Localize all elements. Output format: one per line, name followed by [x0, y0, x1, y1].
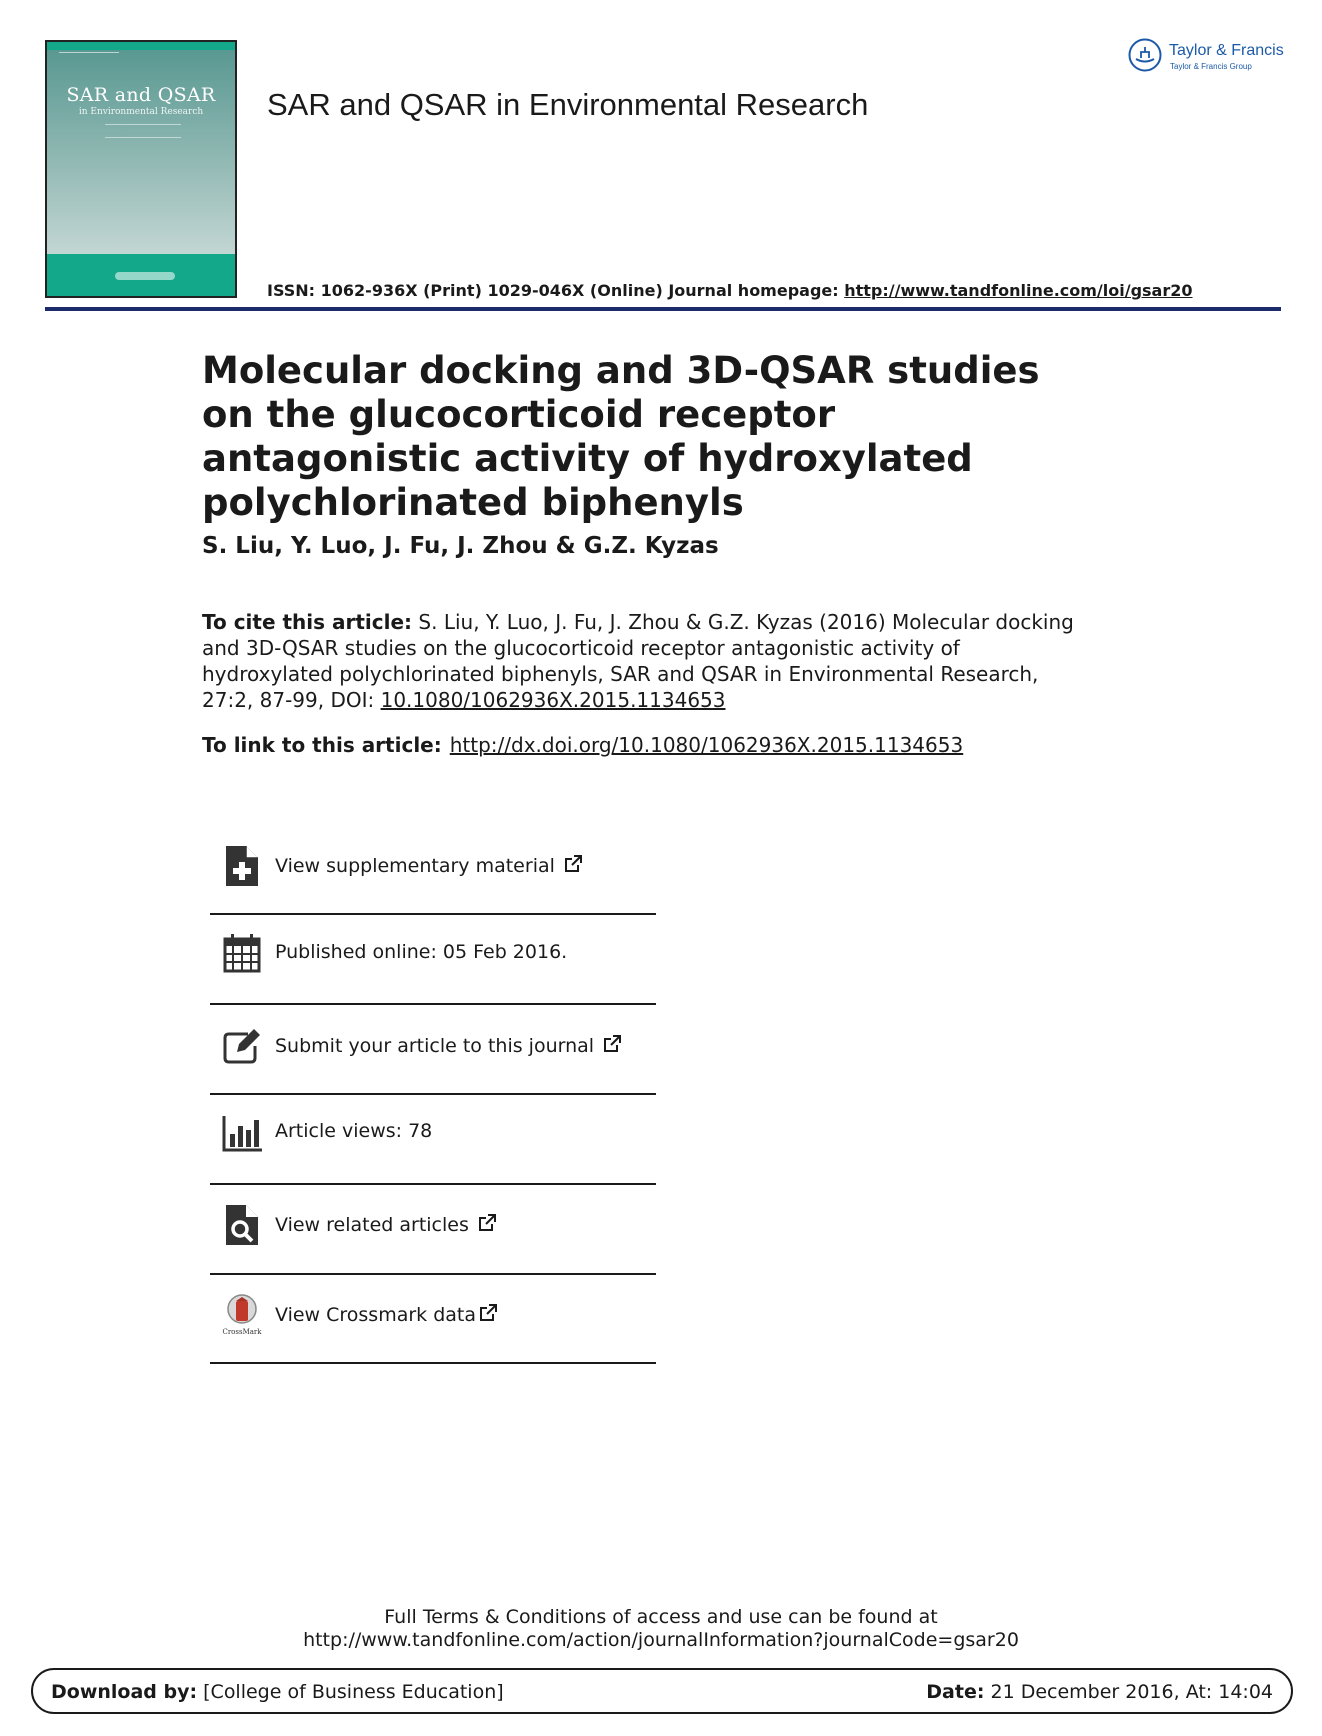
issn-line — [267, 281, 1193, 300]
row-divider — [210, 1093, 656, 1095]
published-online-date: Published online: 05 Feb 2016. — [275, 941, 568, 963]
submit-article-row[interactable] — [210, 1014, 656, 1074]
cover-subtitle: in Environmental Research — [78, 107, 204, 117]
download-by — [51, 1681, 504, 1703]
publisher-group: Taylor & Francis Group — [1170, 62, 1252, 71]
article-authors: S. Liu, Y. Luo, J. Fu, J. Zhou & G.Z. Kyzas — [202, 533, 719, 559]
article-views-count: Article views: 78 — [275, 1120, 433, 1142]
publisher-name: Taylor & Francis — [1169, 42, 1284, 59]
date-label: Date: — [926, 1681, 985, 1703]
supplementary-material-row[interactable] — [210, 834, 656, 894]
related-articles-row[interactable] — [210, 1193, 656, 1253]
row-divider — [210, 1003, 656, 1005]
row-divider — [210, 1362, 656, 1364]
cover-title: SAR and QSAR — [66, 84, 216, 106]
row-divider — [210, 1273, 656, 1275]
external-link-icon — [563, 854, 583, 874]
article-link-label: To link to this article: — [202, 733, 442, 757]
crossmark-icon — [222, 1293, 262, 1337]
supplementary-material-link: View supplementary material — [275, 854, 583, 877]
journal-homepage-link[interactable]: http://www.tandfonline.com/loi/gsar20 — [844, 281, 1193, 300]
article-doi-url[interactable]: http://dx.doi.org/10.1080/1062936X.2015.1134653 — [449, 733, 964, 757]
article-link-block — [202, 733, 963, 757]
supplementary-file-icon — [222, 844, 262, 888]
bar-chart-icon — [222, 1110, 262, 1154]
calendar-icon — [222, 931, 262, 975]
row-divider — [210, 1183, 656, 1185]
terms-url-link[interactable]: http://www.tandfonline.com/action/journalInformation?journalCode=gsar20 — [303, 1629, 1019, 1651]
journal-title: SAR and QSAR in Environmental Research — [267, 87, 869, 122]
row-divider — [210, 913, 656, 915]
citation-label: To cite this article: — [202, 610, 413, 634]
crossmark-link: View Crossmark data — [275, 1303, 498, 1326]
header-divider — [45, 307, 1281, 311]
cover-editor-lines — [105, 124, 181, 138]
article-views-row — [210, 1100, 656, 1160]
external-link-icon — [477, 1213, 497, 1233]
crossmark-row[interactable] — [210, 1283, 656, 1343]
download-info-bar — [31, 1668, 1293, 1714]
cover-publisher-logo — [115, 272, 175, 280]
external-link-icon — [478, 1303, 498, 1323]
published-online-row — [210, 921, 656, 981]
terms-conditions — [0, 1606, 1322, 1652]
terms-line: Full Terms & Conditions of access and use can be found at — [384, 1606, 938, 1628]
citation-text: S. Liu, Y. Luo, J. Fu, J. Zhou & G.Z. Kyzas (2016) Molecular docking and 3D-QSAR studies on the glucocorticoid receptor antagonistic activity of hydroxylated polychlorinated biphenyls, SAR and QSAR in Environmental Research, 27:2, 87-99, DOI: — [202, 610, 1074, 712]
download-date — [926, 1681, 1273, 1703]
publisher-logo-icon — [1128, 38, 1162, 72]
download-label: Download by: — [51, 1681, 198, 1703]
related-articles-link: View related articles — [275, 1213, 497, 1236]
download-institution: [College of Business Education] — [197, 1681, 504, 1703]
journal-cover-image — [45, 40, 237, 298]
search-document-icon — [222, 1203, 262, 1247]
external-link-icon — [602, 1034, 622, 1054]
submit-article-link: Submit your article to this journal — [275, 1034, 622, 1057]
citation-block — [202, 609, 1082, 713]
issn-text: ISSN: 1062-936X (Print) 1029-046X (Online) Journal homepage: — [267, 281, 845, 300]
publisher-logo[interactable] — [1128, 38, 1288, 78]
crossmark-label: CrossMark — [222, 1328, 262, 1336]
citation-doi-link[interactable]: 10.1080/1062936X.2015.1134653 — [380, 688, 726, 712]
date-value: 21 December 2016, At: 14:04 — [984, 1681, 1273, 1703]
cover-top-band — [47, 42, 235, 50]
cover-issue-info — [59, 52, 119, 67]
edit-icon — [222, 1024, 262, 1068]
article-title: Molecular docking and 3D-QSAR studies on the glucocorticoid receptor antagonistic activity of hydroxylated polychlorinated biphenyls — [202, 349, 1040, 524]
